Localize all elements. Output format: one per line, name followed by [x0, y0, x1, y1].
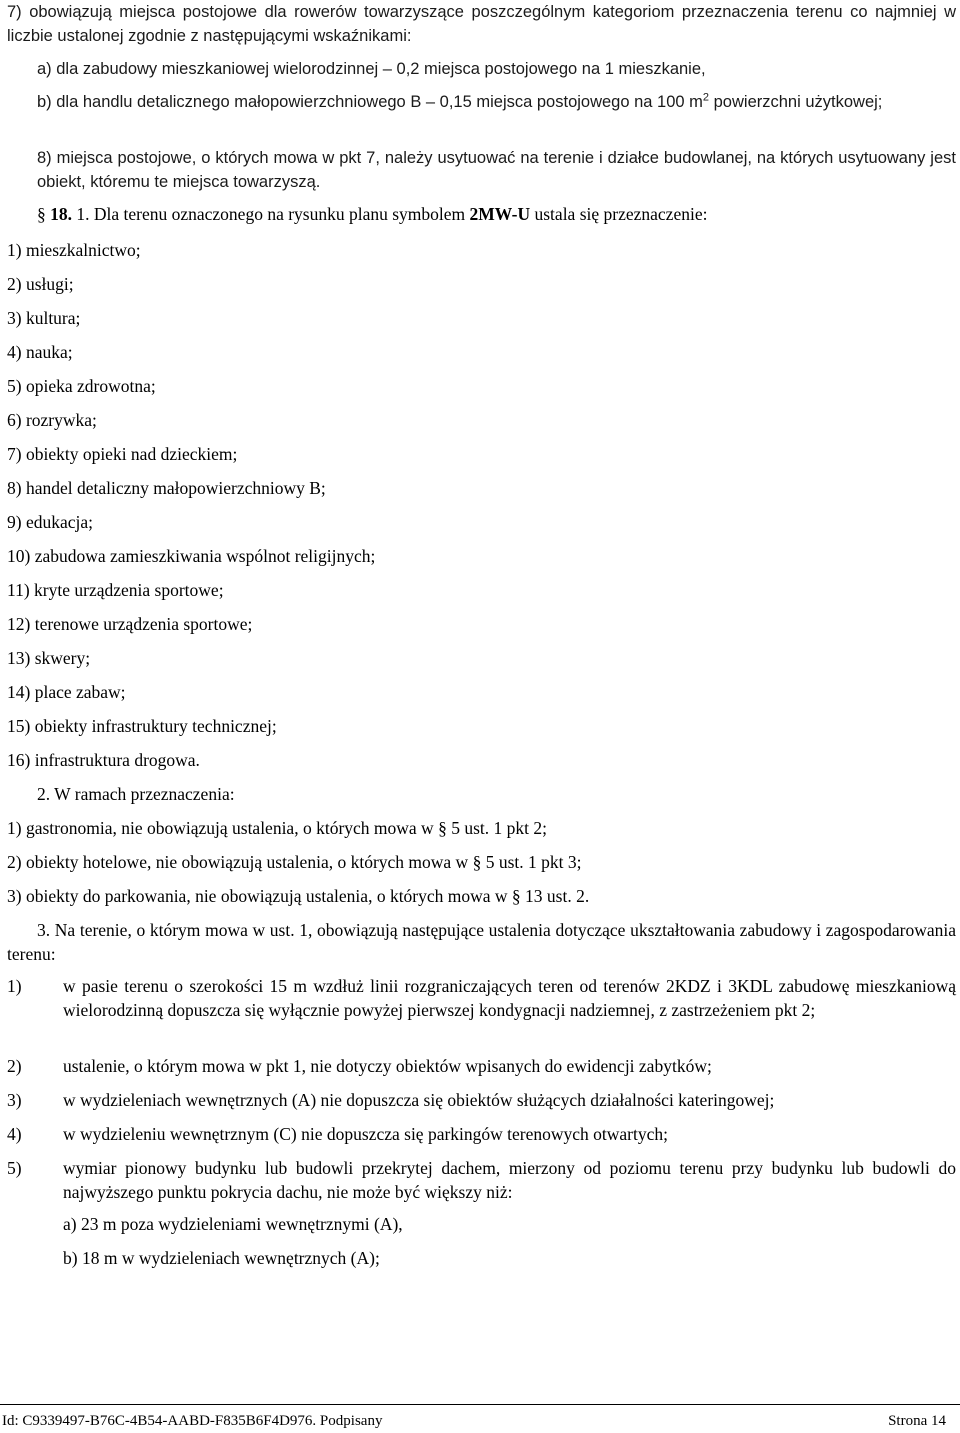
item-number: 4): [7, 1124, 22, 1144]
purpose-item: 2) usługi;: [7, 274, 74, 294]
purpose-item: 1) mieszkalnictwo;: [7, 240, 141, 260]
purpose-item: 4) nauka;: [7, 342, 73, 362]
page-number: Strona 14: [888, 1413, 946, 1429]
area-symbol: 2MW-U: [469, 204, 531, 224]
ust-3-item: [7, 1122, 956, 1146]
item-text: wymiar pionowy budynku lub budowli przekrytej dachem, mierzony od poziomu terenu przy budynku lub budowli do najwyższego punktu pokrycia dachu, nie może być większy niż:: [63, 1158, 956, 1202]
section-number: 18.: [50, 204, 72, 224]
item-7: 7) obowiązują miejsca postojowe dla rowerów towarzyszące poszczególnym kategoriom przeznaczenia terenu co najmniej w liczbie ustalonej zgodnie z następującymi wskaźnikami:: [7, 3, 956, 45]
item-number: 5): [7, 1158, 22, 1178]
ust-3-item: [7, 974, 956, 1022]
ust-3-subitem: b) 18 m w wydzieleniach wewnętrznych (A);: [63, 1248, 380, 1268]
item-7a: a) dla zabudowy mieszkaniowej wielorodzinnej – 0,2 miejsca postojowego na 1 mieszkanie,: [37, 60, 706, 78]
purpose-item: 9) edukacja;: [7, 512, 93, 532]
purpose-item: 12) terenowe urządzenia sportowe;: [7, 614, 253, 634]
item-8: 8) miejsca postojowe, o których mowa w pkt 7, należy usytuować na terenie i działce budowlanej, na których usytuowany jest obiekt, któremu te miejsca towarzyszą.: [37, 149, 956, 191]
purpose-item: 3) kultura;: [7, 308, 81, 328]
ust-2-item: 1) gastronomia, nie obowiązują ustalenia, o których mowa w § 5 ust. 1 pkt 2;: [7, 818, 547, 838]
ust-3-subitem: a) 23 m poza wydzieleniami wewnętrznymi (A),: [63, 1214, 403, 1234]
item-text: w wydzieleniu wewnętrznym (C) nie dopuszcza się parkingów terenowych otwartych;: [63, 1124, 669, 1144]
item-number: 2): [7, 1056, 22, 1076]
ust-3-heading: 3. Na terenie, o którym mowa w ust. 1, obowiązują następujące ustalenia dotyczące ukształtowania zabudowy i zagospodarowania terenu:: [7, 920, 956, 964]
page-footer: [0, 1404, 960, 1429]
item-7b-text: b) dla handlu detalicznego małopowierzchniowego B – 0,15 miejsca postojowego na 100 m: [37, 93, 703, 111]
purpose-item: 13) skwery;: [7, 648, 91, 668]
purpose-item: 15) obiekty infrastruktury technicznej;: [7, 716, 277, 736]
purpose-item: 5) opieka zdrowotna;: [7, 376, 156, 396]
item-number: 1): [7, 976, 22, 996]
purpose-item: 16) infrastruktura drogowa.: [7, 750, 200, 770]
purpose-item: 7) obiekty opieki nad dzieckiem;: [7, 444, 238, 464]
ust-2-item: 2) obiekty hotelowe, nie obowiązują ustalenia, o których mowa w § 5 ust. 1 pkt 3;: [7, 852, 582, 872]
purpose-item: 10) zabudowa zamieszkiwania wspólnot religijnych;: [7, 546, 376, 566]
ust-3-item: [7, 1054, 956, 1078]
ust-3-item: [7, 1156, 956, 1204]
ust-1-tail: ustala się przeznaczenie:: [534, 204, 708, 224]
ust-2-heading: 2. W ramach przeznaczenia:: [37, 784, 235, 804]
ust-1-lead: 1. Dla terenu oznaczonego na rysunku planu symbolem: [76, 204, 466, 224]
item-text: ustalenie, o którym mowa w pkt 1, nie dotyczy obiektów wpisanych do ewidencji zabytków;: [63, 1056, 712, 1076]
item-7b: [37, 90, 956, 114]
item-number: 3): [7, 1090, 22, 1110]
section-18-ust-1: [37, 202, 707, 226]
ust-2-item: 3) obiekty do parkowania, nie obowiązują ustalenia, o których mowa w § 13 ust. 2.: [7, 886, 590, 906]
document-id: Id: C9339497-B76C-4B54-AABD-F835B6F4D976. Podpisany: [2, 1413, 383, 1429]
item-7b-tail: powierzchni użytkowej;: [709, 93, 883, 111]
ust-3-item: [7, 1088, 956, 1112]
superscript: 2: [702, 91, 710, 104]
item-text: w wydzieleniach wewnętrznych (A) nie dopuszcza się obiektów służących działalności kateringowej;: [63, 1090, 775, 1110]
purpose-item: 11) kryte urządzenia sportowe;: [7, 580, 224, 600]
paragraph-sign: §: [37, 204, 46, 224]
item-text: w pasie terenu o szerokości 15 m wzdłuż linii rozgraniczających teren od terenów 2KDZ i 3KDL zabudowę mieszkaniową wielorodzinną dopuszcza się wyłącznie powyżej pierwszej kondygnacji nadziemnej, z zastrzeżeniem pkt 2;: [63, 976, 956, 1020]
purpose-item: 6) rozrywka;: [7, 410, 97, 430]
purpose-item: 14) place zabaw;: [7, 682, 126, 702]
purpose-item: 8) handel detaliczny małopowierzchniowy B;: [7, 478, 326, 498]
